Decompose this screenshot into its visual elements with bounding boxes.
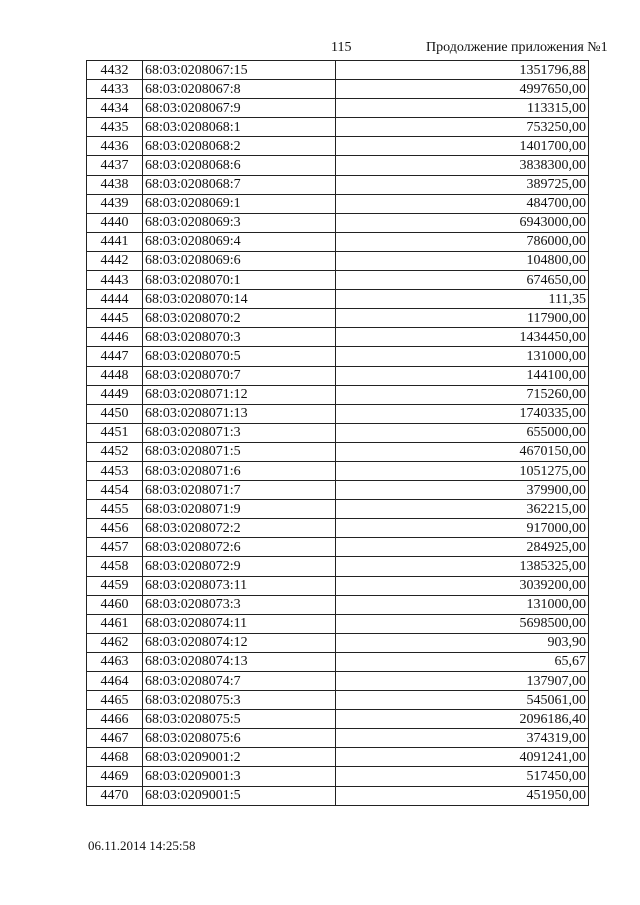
row-number-cell: 4444: [87, 290, 143, 309]
row-number-cell: 4461: [87, 614, 143, 633]
cadastral-value-cell: 131000,00: [336, 347, 589, 366]
cadastral-value-cell: 674650,00: [336, 271, 589, 290]
cadastral-number-cell: 68:03:0208068:6: [143, 156, 336, 175]
cadastral-number-cell: 68:03:0208067:15: [143, 61, 336, 80]
cadastral-value-cell: 131000,00: [336, 595, 589, 614]
cadastral-number-cell: 68:03:0209001:2: [143, 748, 336, 767]
cadastral-number-cell: 68:03:0208071:9: [143, 500, 336, 519]
row-number-cell: 4443: [87, 271, 143, 290]
cadastral-number-cell: 68:03:0208071:13: [143, 404, 336, 423]
row-number-cell: 4439: [87, 194, 143, 213]
row-number-cell: 4437: [87, 156, 143, 175]
table-row: [87, 557, 589, 576]
cadastral-number-cell: 68:03:0208071:7: [143, 481, 336, 500]
table-row: [87, 652, 589, 671]
cadastral-value-cell: 379900,00: [336, 481, 589, 500]
cadastral-number-cell: 68:03:0208071:12: [143, 385, 336, 404]
row-number-cell: 4442: [87, 251, 143, 270]
table-row: [87, 442, 589, 461]
row-number-cell: 4464: [87, 672, 143, 691]
table-row: [87, 347, 589, 366]
cadastral-number-cell: 68:03:0208072:6: [143, 538, 336, 557]
table-row: [87, 672, 589, 691]
cadastral-value-cell: 104800,00: [336, 251, 589, 270]
cadastral-number-cell: 68:03:0208075:3: [143, 691, 336, 710]
cadastral-value-cell: 903,90: [336, 633, 589, 652]
row-number-cell: 4468: [87, 748, 143, 767]
cadastral-number-cell: 68:03:0208074:7: [143, 672, 336, 691]
cadastral-value-cell: 1051275,00: [336, 461, 589, 480]
cadastral-number-cell: 68:03:0208073:11: [143, 576, 336, 595]
cadastral-value-cell: 3838300,00: [336, 156, 589, 175]
table-row: [87, 576, 589, 595]
table-row: [87, 519, 589, 538]
cadastral-number-cell: 68:03:0208068:1: [143, 118, 336, 137]
row-number-cell: 4446: [87, 328, 143, 347]
row-number-cell: 4447: [87, 347, 143, 366]
cadastral-value-cell: 113315,00: [336, 99, 589, 118]
cadastral-number-cell: 68:03:0208074:13: [143, 652, 336, 671]
table-row: [87, 290, 589, 309]
table-row: [87, 538, 589, 557]
cadastral-value-cell: 484700,00: [336, 194, 589, 213]
row-number-cell: 4433: [87, 80, 143, 99]
table-row: [87, 213, 589, 232]
cadastral-number-cell: 68:03:0208070:7: [143, 366, 336, 385]
cadastral-value-cell: 137907,00: [336, 672, 589, 691]
row-number-cell: 4469: [87, 767, 143, 786]
table-row: [87, 404, 589, 423]
table-row: [87, 786, 589, 805]
cadastral-number-cell: 68:03:0208069:3: [143, 213, 336, 232]
cadastral-value-cell: 362215,00: [336, 500, 589, 519]
cadastral-number-cell: 68:03:0208070:14: [143, 290, 336, 309]
cadastral-value-cell: 111,35: [336, 290, 589, 309]
cadastral-number-cell: 68:03:0208070:5: [143, 347, 336, 366]
table-row: [87, 614, 589, 633]
table-row: [87, 767, 589, 786]
table-row: [87, 175, 589, 194]
table-row: [87, 118, 589, 137]
table-row: [87, 99, 589, 118]
cadastral-value-cell: 1351796,88: [336, 61, 589, 80]
table-row: [87, 748, 589, 767]
cadastral-value-cell: 715260,00: [336, 385, 589, 404]
table-row: [87, 137, 589, 156]
cadastral-number-cell: 68:03:0208073:3: [143, 595, 336, 614]
row-number-cell: 4470: [87, 786, 143, 805]
table-row: [87, 633, 589, 652]
cadastral-number-cell: 68:03:0208068:7: [143, 175, 336, 194]
table-row: [87, 729, 589, 748]
cadastral-value-cell: 545061,00: [336, 691, 589, 710]
cadastral-value-cell: 117900,00: [336, 309, 589, 328]
table-row: [87, 232, 589, 251]
row-number-cell: 4445: [87, 309, 143, 328]
cadastral-number-cell: 68:03:0208069:6: [143, 251, 336, 270]
cadastral-value-cell: 1740335,00: [336, 404, 589, 423]
row-number-cell: 4454: [87, 481, 143, 500]
row-number-cell: 4441: [87, 232, 143, 251]
cadastral-value-cell: 753250,00: [336, 118, 589, 137]
cadastral-number-cell: 68:03:0208069:1: [143, 194, 336, 213]
cadastral-value-cell: 786000,00: [336, 232, 589, 251]
table-row: [87, 423, 589, 442]
table-row: [87, 328, 589, 347]
row-number-cell: 4453: [87, 461, 143, 480]
row-number-cell: 4451: [87, 423, 143, 442]
row-number-cell: 4455: [87, 500, 143, 519]
table-row: [87, 194, 589, 213]
cadastral-value-cell: 4997650,00: [336, 80, 589, 99]
cadastral-number-cell: 68:03:0209001:5: [143, 786, 336, 805]
cadastral-value-cell: 1434450,00: [336, 328, 589, 347]
cadastral-number-cell: 68:03:0208071:6: [143, 461, 336, 480]
cadastral-value-cell: 4670150,00: [336, 442, 589, 461]
cadastral-value-cell: 5698500,00: [336, 614, 589, 633]
cadastral-number-cell: 68:03:0208070:2: [143, 309, 336, 328]
table-row: [87, 156, 589, 175]
row-number-cell: 4466: [87, 710, 143, 729]
row-number-cell: 4467: [87, 729, 143, 748]
row-number-cell: 4460: [87, 595, 143, 614]
row-number-cell: 4432: [87, 61, 143, 80]
cadastral-value-cell: 284925,00: [336, 538, 589, 557]
table-row: [87, 251, 589, 270]
row-number-cell: 4463: [87, 652, 143, 671]
cadastral-value-cell: 3039200,00: [336, 576, 589, 595]
cadastral-value-cell: 6943000,00: [336, 213, 589, 232]
cadastral-value-cell: 1385325,00: [336, 557, 589, 576]
table-row: [87, 309, 589, 328]
table-row: [87, 481, 589, 500]
row-number-cell: 4458: [87, 557, 143, 576]
page-number: 115: [331, 40, 352, 55]
cadastral-number-cell: 68:03:0208074:12: [143, 633, 336, 652]
cadastral-number-cell: 68:03:0208068:2: [143, 137, 336, 156]
row-number-cell: 4449: [87, 385, 143, 404]
row-number-cell: 4456: [87, 519, 143, 538]
table-row: [87, 461, 589, 480]
cadastral-number-cell: 68:03:0209001:3: [143, 767, 336, 786]
row-number-cell: 4452: [87, 442, 143, 461]
cadastral-value-cell: 655000,00: [336, 423, 589, 442]
row-number-cell: 4434: [87, 99, 143, 118]
row-number-cell: 4459: [87, 576, 143, 595]
cadastral-number-cell: 68:03:0208067:9: [143, 99, 336, 118]
table-body: [87, 61, 589, 806]
cadastral-number-cell: 68:03:0208071:3: [143, 423, 336, 442]
row-number-cell: 4436: [87, 137, 143, 156]
table-row: [87, 385, 589, 404]
cadastral-number-cell: 68:03:0208071:5: [143, 442, 336, 461]
cadastral-value-cell: 451950,00: [336, 786, 589, 805]
table-row: [87, 595, 589, 614]
row-number-cell: 4435: [87, 118, 143, 137]
cadastral-value-cell: 65,67: [336, 652, 589, 671]
table-row: [87, 691, 589, 710]
cadastral-value-cell: 2096186,40: [336, 710, 589, 729]
cadastral-number-cell: 68:03:0208070:3: [143, 328, 336, 347]
row-number-cell: 4462: [87, 633, 143, 652]
cadastral-number-cell: 68:03:0208072:9: [143, 557, 336, 576]
row-number-cell: 4457: [87, 538, 143, 557]
cadastral-value-cell: 917000,00: [336, 519, 589, 538]
row-number-cell: 4440: [87, 213, 143, 232]
table-row: [87, 500, 589, 519]
cadastral-number-cell: 68:03:0208074:11: [143, 614, 336, 633]
row-number-cell: 4465: [87, 691, 143, 710]
continuation-title: Продолжение приложения №1: [426, 40, 608, 55]
row-number-cell: 4438: [87, 175, 143, 194]
cadastral-value-table: [86, 60, 589, 806]
cadastral-value-cell: 4091241,00: [336, 748, 589, 767]
cadastral-value-cell: 389725,00: [336, 175, 589, 194]
cadastral-number-cell: 68:03:0208067:8: [143, 80, 336, 99]
cadastral-number-cell: 68:03:0208070:1: [143, 271, 336, 290]
cadastral-value-cell: 1401700,00: [336, 137, 589, 156]
table-row: [87, 271, 589, 290]
cadastral-number-cell: 68:03:0208069:4: [143, 232, 336, 251]
table-row: [87, 61, 589, 80]
table-row: [87, 366, 589, 385]
row-number-cell: 4450: [87, 404, 143, 423]
table-row: [87, 710, 589, 729]
cadastral-value-cell: 374319,00: [336, 729, 589, 748]
print-timestamp: 06.11.2014 14:25:58: [88, 838, 196, 853]
cadastral-value-cell: 517450,00: [336, 767, 589, 786]
cadastral-value-cell: 144100,00: [336, 366, 589, 385]
cadastral-number-cell: 68:03:0208075:5: [143, 710, 336, 729]
cadastral-number-cell: 68:03:0208072:2: [143, 519, 336, 538]
table-row: [87, 80, 589, 99]
cadastral-number-cell: 68:03:0208075:6: [143, 729, 336, 748]
row-number-cell: 4448: [87, 366, 143, 385]
